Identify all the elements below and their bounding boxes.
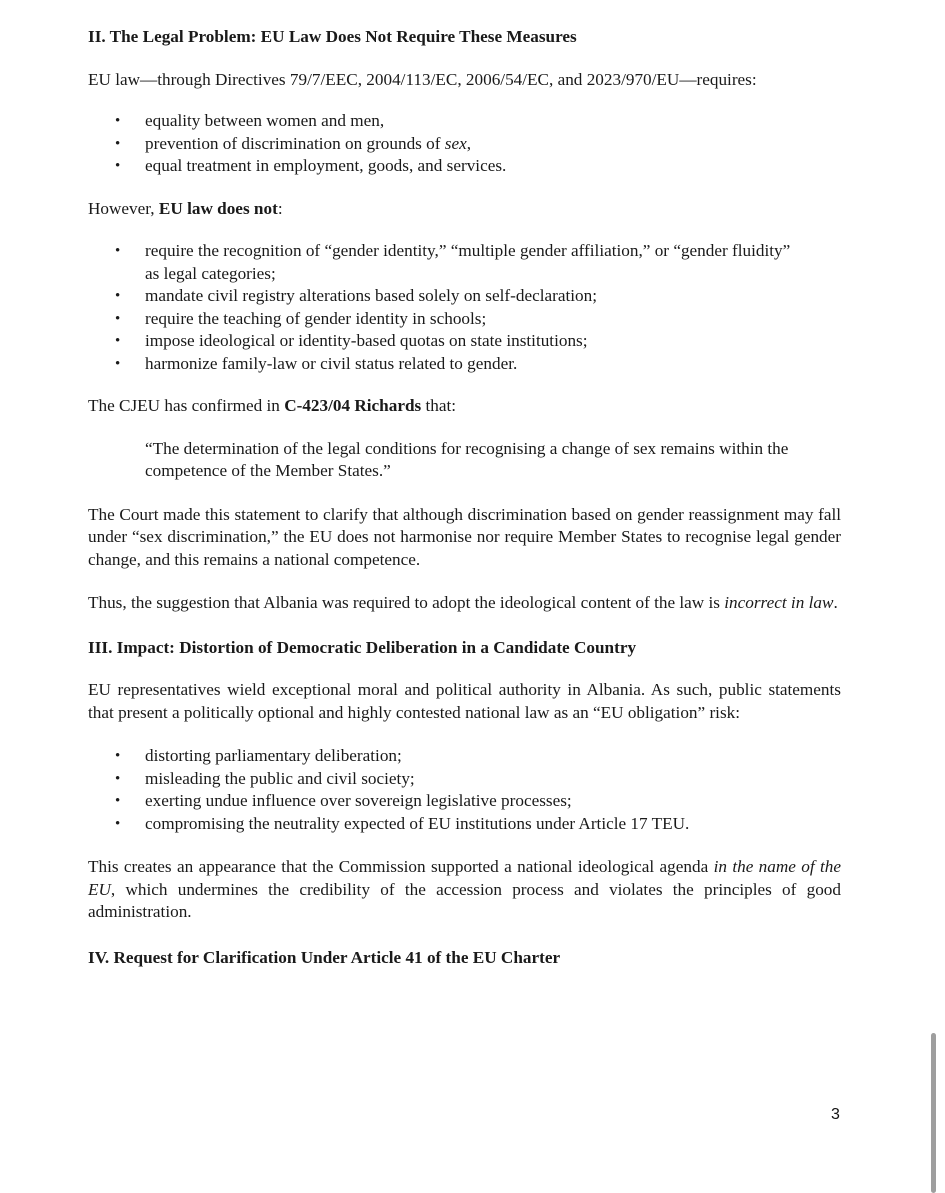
vertical-scrollbar[interactable] [931, 1033, 936, 1193]
requires-list [88, 110, 841, 178]
impact-intro: EU representatives wield exceptional moral and political authority in Albania. As such, public statements that present a politically optional and highly contested national law as an “EU obligation” risk: [88, 680, 841, 722]
list-item: • distorting parliamentary deliberation; [88, 745, 841, 768]
thus-paragraph: Thus, the suggestion that Albania was required to adopt the ideological content of the law is incorrect in law. [88, 593, 838, 612]
court-paragraph: The Court made this statement to clarify that although discrimination based on gender reassignment may fall under “sex discrimination,” the EU does not harmonise nor require Member States to recognise legal gender change, and this remains a national competence. [88, 504, 841, 569]
list-item: • misleading the public and civil society; [88, 768, 841, 791]
directives-intro: EU law—through Directives 79/7/EEC, 2004/113/EC, 2006/54/EC, and 2023/970/EU—requires: [88, 69, 757, 89]
page-number: 3 [831, 1106, 840, 1123]
risks-list [88, 745, 841, 835]
list-item: • prevention of discrimination on grounds of sex, [88, 133, 841, 156]
list-item: • equality between women and men, [88, 110, 841, 133]
document-page [88, 26, 841, 969]
list-item: • mandate civil registry alterations based solely on self-declaration; [88, 285, 808, 308]
list-item: • exerting undue influence over sovereign legislative processes; [88, 790, 841, 813]
cjeu-line: The CJEU has confirmed in C-423/04 Richards that: [88, 396, 457, 415]
section-2-heading: II. The Legal Problem: EU Law Does Not Require These Measures [88, 27, 577, 46]
list-item: • require the recognition of “gender identity,” “multiple gender affiliation,” or “gender fluidity” as legal categories; [88, 240, 808, 285]
list-item: • compromising the neutrality expected of EU institutions under Article 17 TEU. [88, 813, 841, 836]
does-not-list [88, 240, 808, 375]
list-item: • require the teaching of gender identity in schools; [88, 308, 808, 331]
list-item: • harmonize family-law or civil status related to gender. [88, 353, 808, 376]
list-item: • equal treatment in employment, goods, and services. [88, 155, 841, 178]
creates-paragraph: This creates an appearance that the Commission supported a national ideological agenda in the name of the EU, which undermines the credibility of the accession process and violates the principles of good administration. [88, 857, 842, 921]
however-line: However, EU law does not: [88, 198, 283, 218]
section-4-heading: IV. Request for Clarification Under Article 41 of the EU Charter [88, 947, 561, 967]
section-3-heading: III. Impact: Distortion of Democratic Deliberation in a Candidate Country [88, 637, 637, 657]
list-item: • impose ideological or identity-based quotas on state institutions; [88, 330, 808, 353]
richards-quote: “The determination of the legal conditions for recognising a change of sex remains within the competence of the Member States.” [145, 438, 789, 480]
